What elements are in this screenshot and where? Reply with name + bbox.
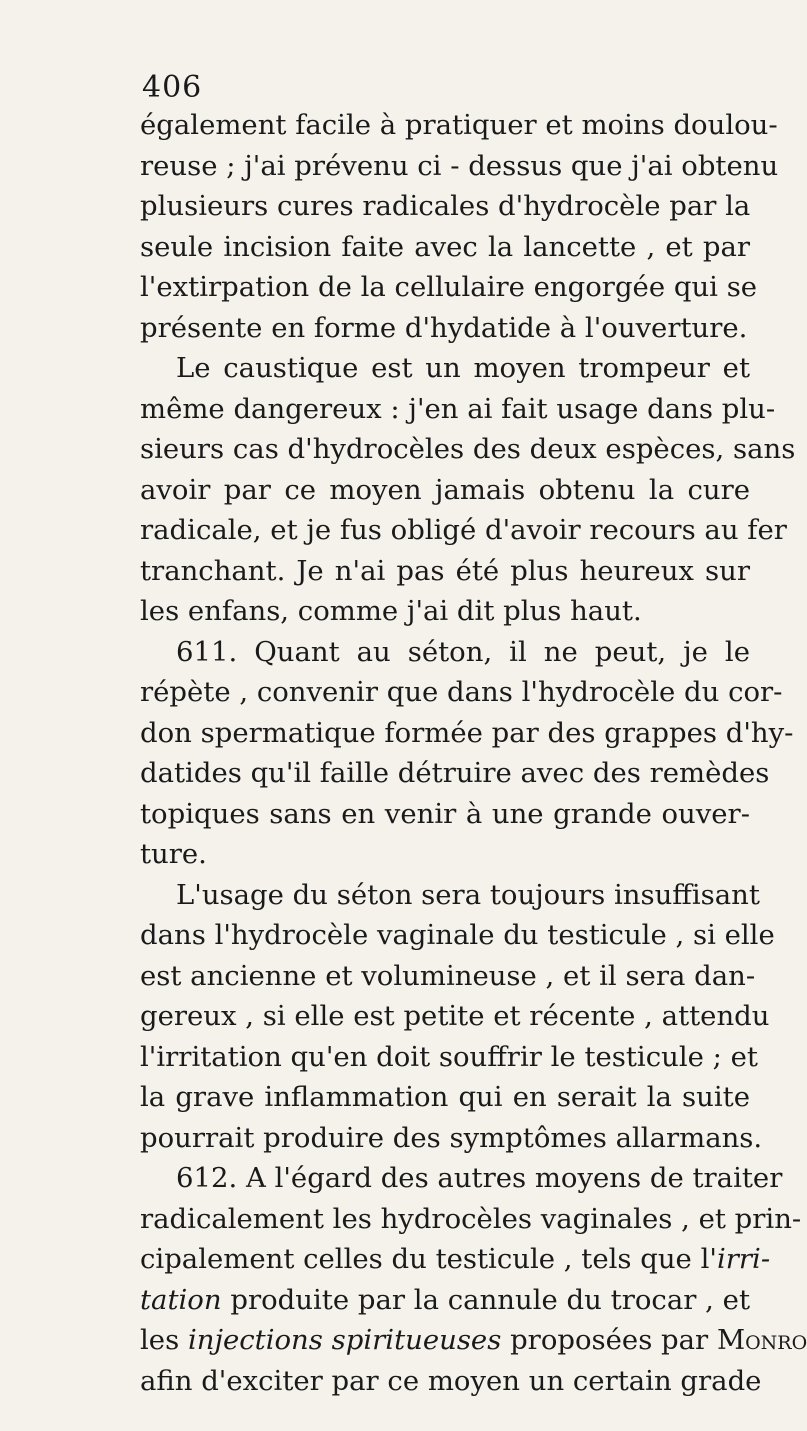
text-line: seule incision faite avec la lancette , et par [140,230,750,263]
page-number: 406 [142,70,203,105]
text-line: datides qu'il faille détruire avec des remèdes [140,757,770,789]
text-line: tation produite par la cannule du trocar , et [140,1283,750,1316]
text-line: même dangereux : j'en ai fait usage dans plu- [140,392,776,425]
text-line: la grave inflammation qui en serait la suite [140,1081,750,1113]
text-line: topiques sans en venir à une grande ouver- [140,797,750,830]
body-text [140,105,807,1401]
text-line: sieurs cas d'hydrocèles des deux espèces, sans [140,433,796,465]
text-line: l'irritation qu'en doit souffrir le testicule ; et [140,1040,758,1073]
text-line: Le caustique est un moyen trompeur et [176,352,750,384]
text-line: tranchant. Je n'ai pas été plus heureux sur [140,554,750,587]
text-line: également facile à pratiquer et moins doulou- [140,109,778,141]
text-line: radicalement les hydrocèles vaginales , et prin- [140,1202,802,1235]
text-line: est ancienne et volumineuse , et il sera dan- [140,959,756,992]
text-line: afin d'exciter par ce moyen un certain grade [140,1364,762,1397]
text-line: 612. A l'égard des autres moyens de traiter [176,1162,783,1194]
text-line: don spermatique formée par des grappes d'hy- [140,716,794,749]
text-line: 611. Quant au séton, il ne peut, je le [176,635,750,668]
text-line: cipalement celles du testicule , tels que l'irri- [140,1243,771,1275]
text-line: avoir par ce moyen jamais obtenu la cure [140,473,750,506]
text-line: les injections spiritueuses proposées par Monro [140,1324,807,1356]
text-line: ture. [140,838,207,870]
text-line: gereux , si elle est petite et récente , attendu [140,1000,770,1032]
text-line: pourrait produire des symptômes allarmans. [140,1121,763,1154]
text-line: répète , convenir que dans l'hydrocèle du cor- [140,676,783,708]
text-line: l'extirpation de la cellulaire engorgée qui se [140,271,758,303]
text-line: dans l'hydrocèle vaginale du testicule , si elle [140,919,775,951]
text-line: radicale, et je fus obligé d'avoir recours au fer [140,514,787,546]
text-line: présente en forme d'hydatide à l'ouverture. [140,311,748,344]
text-line: reuse ; j'ai prévenu ci - dessus que j'ai obtenu [140,149,779,182]
text-line: L'usage du séton sera toujours insuffisant [176,878,760,911]
text-line: plusieurs cures radicales d'hydrocèle par la [140,190,751,222]
text-line: les enfans, comme j'ai dit plus haut. [140,595,642,627]
